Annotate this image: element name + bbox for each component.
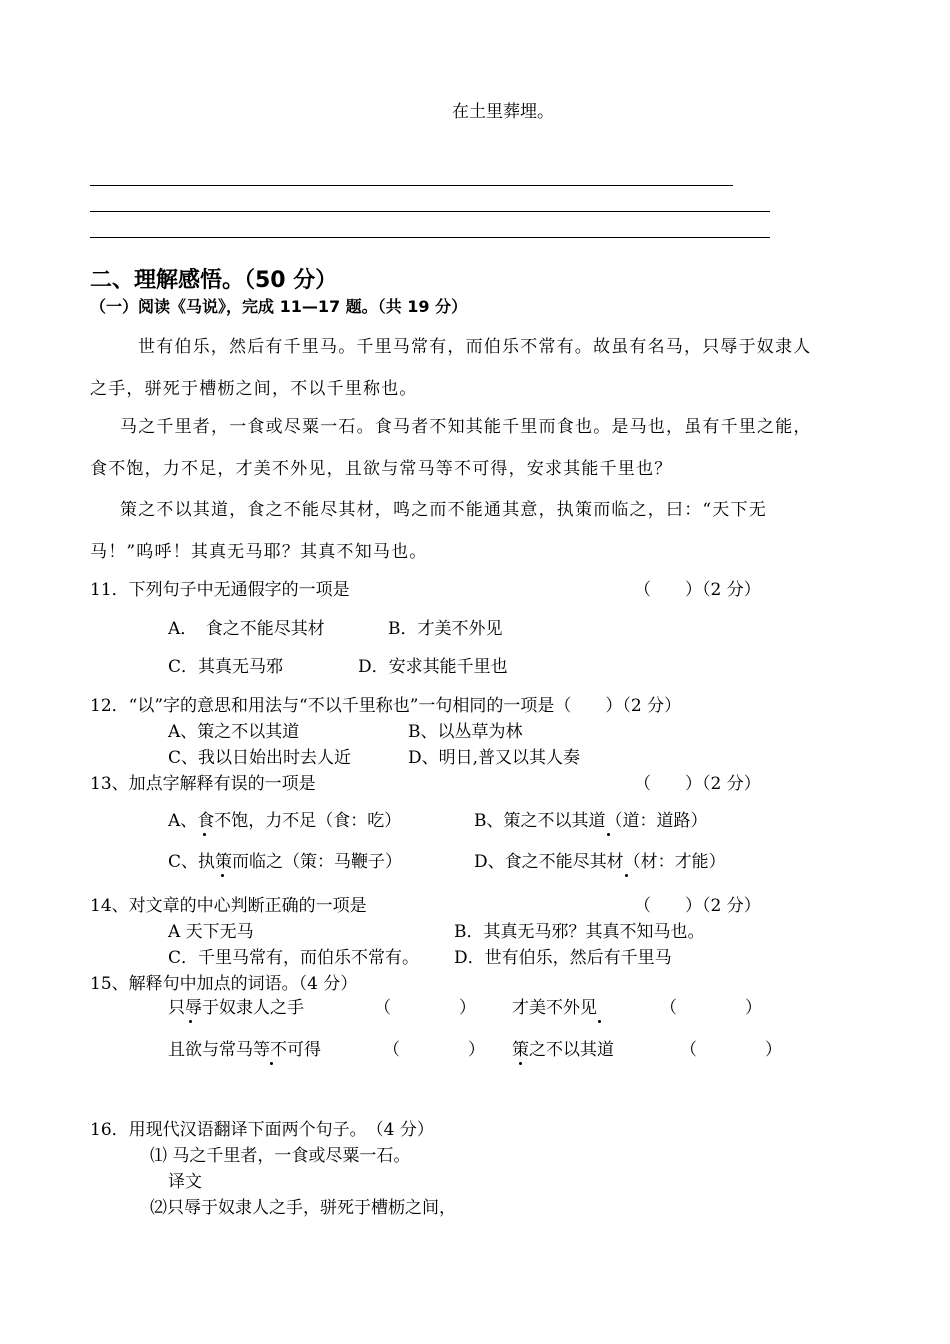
q12-option-b: B、以丛草为林	[408, 722, 523, 742]
q14-score: （ ）（2 分）	[634, 896, 761, 916]
q13-option-a: A、食不饱，力不足（食：吃）	[168, 811, 402, 831]
q16-stem: 16．用现代汉语翻译下面两个句子。 （4 分）	[90, 1120, 434, 1140]
q15-answer-paren-3: （ ）	[383, 1040, 485, 1060]
q14-option-a: A 天下无马	[168, 922, 254, 942]
q13-option-d: D、食之不能尽其材（材：才能）	[474, 852, 726, 872]
passage-p2-line2: 食不饱，力不足，才美不外见，且欲与常马等不可得，安求其能千里也？	[90, 459, 673, 479]
q13-score: （ ）（2 分）	[634, 774, 761, 794]
passage-p3-line1: 策之不以其道，食之不能尽其材，鸣之而不能通其意，执策而临之，曰：“天下无	[120, 500, 767, 520]
passage-p3-line2: 马！”呜呼！其真无马耶？其真不知马也。	[90, 542, 428, 562]
q11-option-a: A． 食之不能尽其材	[168, 619, 325, 639]
q14-option-b: B．其真无马邪？其真不知马也。	[454, 922, 705, 942]
q15-item-3: 且欲与常马等不可得	[168, 1040, 321, 1060]
emphasis-dot	[203, 833, 206, 836]
q16-sentence-2: ⑵只辱于奴隶人之手，骈死于槽枥之间，	[150, 1198, 456, 1218]
q15-answer-paren-2: （ ）	[660, 998, 762, 1018]
q14-stem: 14、对文章的中心判断正确的一项是	[90, 896, 367, 916]
q11-option-c: C．其真无马邪	[168, 657, 284, 677]
answer-line-1	[90, 185, 733, 186]
emphasis-dot	[221, 874, 224, 877]
q13-stem: 13、加点字解释有误的一项是	[90, 774, 316, 794]
q14-option-d: D．世有伯乐，然后有千里马	[454, 948, 672, 968]
passage-p1-line2: 之手，骈死于槽枥之间，不以千里称也。	[90, 379, 418, 399]
q16-sentence-1: ⑴ 马之千里者，一食或尽粟一石。	[150, 1146, 411, 1166]
top-fragment: 在土里葬埋。	[452, 102, 554, 122]
q12-option-c: C、我以日始出时去人近	[168, 748, 352, 768]
q16-translation-label: 译文	[168, 1172, 202, 1192]
q15-stem: 15、解释句中加点的词语。（4 分）	[90, 974, 358, 994]
q13-option-b: B、策之不以其道（道：道路）	[474, 811, 708, 831]
q14-option-c: C．千里马常有，而伯乐不常有。	[168, 948, 420, 968]
emphasis-dot	[519, 1062, 522, 1065]
emphasis-dot	[598, 1020, 601, 1023]
q11-stem: 11．下列句子中无通假字的一项是	[90, 580, 350, 600]
q13-option-c: C、执策而临之（策：马鞭子）	[168, 852, 403, 872]
q11-score: （ ）（2 分）	[634, 580, 761, 600]
emphasis-dot	[189, 1020, 192, 1023]
passage-p1-line1: 世有伯乐，然后有千里马。千里马常有，而伯乐不常有。故虽有名马，只辱于奴隶人	[138, 337, 812, 357]
answer-line-3	[90, 237, 770, 238]
section-heading: 二、理解感悟。（50 分）	[90, 268, 338, 293]
emphasis-dot	[607, 833, 610, 836]
emphasis-dot	[625, 874, 628, 877]
q15-item-1: 只辱于奴隶人之手	[168, 998, 304, 1018]
answer-line-2	[90, 211, 770, 212]
q15-answer-paren-4: （ ）	[680, 1040, 782, 1060]
q11-option-d: D．安求其能千里也	[358, 657, 508, 677]
q12-option-a: A、策之不以其道	[168, 722, 300, 742]
part-heading: （一）阅读《马说》，完成 11—17 题。（共 19 分）	[90, 297, 468, 316]
passage-p2-line1: 马之千里者，一食或尽粟一石。食马者不知其能千里而食也。是马也，虽有千里之能，	[120, 417, 812, 437]
q12-option-d: D、明日,普又以其人奏	[408, 748, 581, 768]
q11-option-b: B．才美不外见	[388, 619, 503, 639]
q15-item-4: 策之不以其道	[512, 1040, 614, 1060]
q12-stem: 12．“以”字的意思和用法与“不以千里称也”一句相同的一项是（ ）（2 分）	[90, 696, 682, 716]
emphasis-dot	[270, 1062, 273, 1065]
q15-answer-paren-1: （ ）	[374, 998, 476, 1018]
q15-item-2: 才美不外见	[512, 998, 597, 1018]
